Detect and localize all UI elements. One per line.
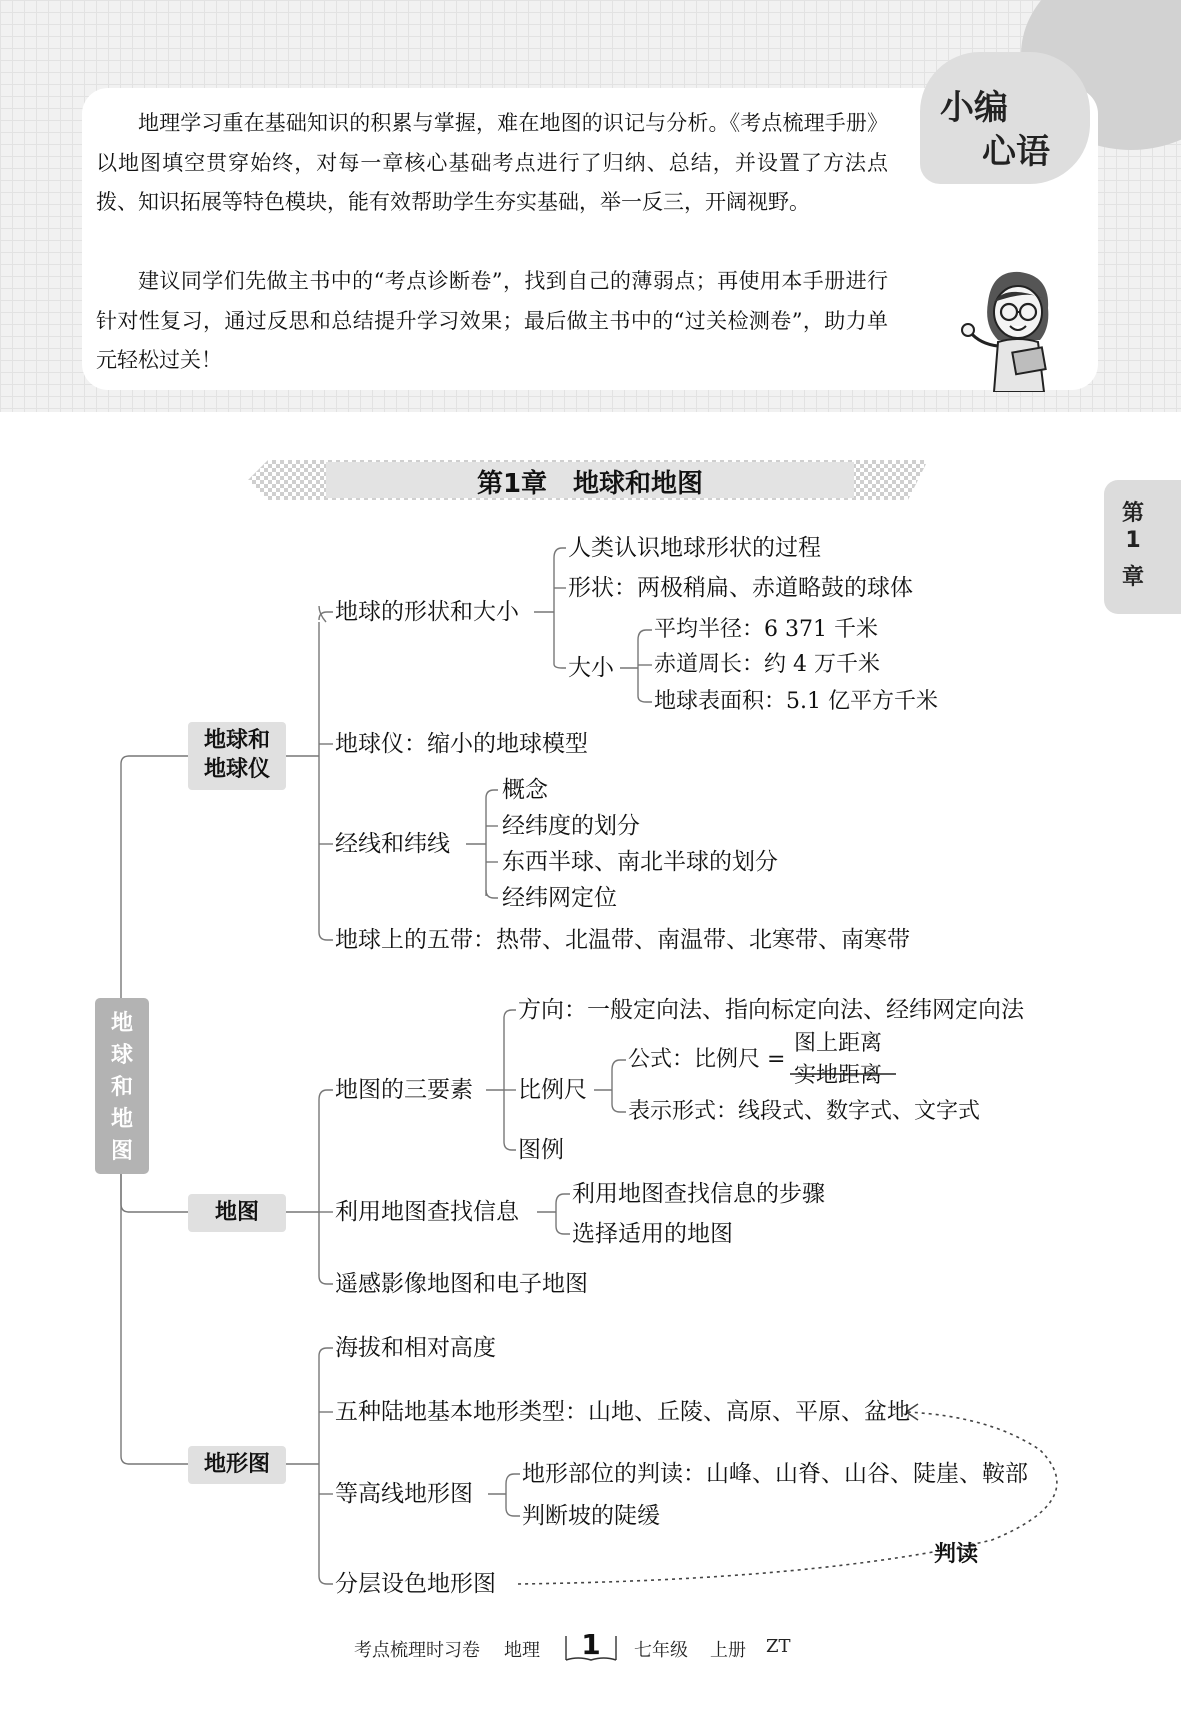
node-parts: 地形部位的判读：山峰、山脊、山谷、陡崖、鞍部 [522,1461,1028,1487]
node-shape-size: 地球的形状和大小 [335,599,519,625]
footer-series: 考点梳理时习卷 [354,1640,480,1661]
node-meridians: 经线和纬线 [335,831,450,857]
node-landforms: 五种陆地基本地形类型：山地、丘陵、高原、平原、盆地 [335,1399,910,1425]
node-contour: 等高线地形图 [335,1481,473,1507]
node-formula-label: 公式：比例尺 = [628,1047,786,1072]
page-footer [0,1630,1181,1670]
node-radius: 平均半径：6 371 千米 [654,617,878,642]
node-steps: 利用地图查找信息的步骤 [572,1181,825,1207]
node-size: 大小 [568,655,614,681]
node-remote: 遥感影像地图和电子地图 [335,1271,588,1297]
intro-paragraph-2: 建议同学们先做主书中的“考点诊断卷”，找到自己的薄弱点；再使用本手册进行针对性复习，通过反思和总结提升学习效果；最后做主书中的“过关检测卷”，助力单元轻松过关！ [96,269,888,372]
node-hemispheres: 东西半球、南北半球的划分 [502,849,778,875]
node-direction: 方向：一般定向法、指向标定向法、经纬网定向法 [518,997,1024,1023]
root-char-1: 地 [110,1011,133,1036]
root-char-5: 图 [110,1139,133,1164]
node-formula-numerator: 图上距离 [794,1031,883,1056]
side-tab-char-3: 章 [1121,565,1144,590]
footer-grade: 七年级 [634,1640,688,1661]
node-choose: 选择适用的地图 [572,1221,733,1247]
node-grid-locate: 经纬网定位 [502,885,617,911]
branch-topographic: 地形图 [188,1446,286,1484]
intro-paragraph-1: 地理学习重在基础知识的积累与掌握，难在地图的识记与分析。《考点梳理手册》以地图填空贯穿始终，对每一章核心基础考点进行了归纳、总结，并设置了方法点拨、知识拓展等特色模块，能有效帮助学生夯实基础，举一反三，开阔视野。 [96,111,888,214]
node-slope: 判断坡的陡缓 [522,1503,660,1529]
node-area: 地球表面积：5.1 亿平方千米 [654,689,938,714]
node-history: 人类认识地球形状的过程 [568,535,821,561]
root-char-4: 地 [110,1107,133,1132]
branch-map: 地图 [188,1194,286,1232]
footer-code: ZT [766,1636,791,1657]
chapter-title: 第1章 地球和地图 [476,469,704,499]
node-find-info: 利用地图查找信息 [335,1199,519,1225]
page-number: 1 [581,1628,601,1661]
root-char-3: 和 [110,1075,133,1100]
node-globe: 地球仪：缩小的地球模型 [335,731,588,757]
node-forms: 表示形式：线段式、数字式、文字式 [628,1099,981,1124]
node-division: 经纬度的划分 [502,813,640,839]
node-judge-label: 判读 [934,1541,979,1567]
mindmap-root [95,998,149,1174]
node-layered: 分层设色地形图 [335,1571,496,1597]
badge-line-2: 心语 [982,132,1050,172]
footer-volume: 上册 [710,1640,746,1661]
footer-subject: 地理 [504,1640,540,1661]
side-tab-char-2: 1 [1125,528,1141,553]
branch-earth-globe: 地球和 地球仪 [188,722,286,790]
root-char-2: 球 [110,1043,133,1068]
node-formula-denominator: 实地距离 [794,1063,883,1088]
badge-line-1: 小编 [940,88,1008,128]
node-zones: 地球上的五带：热带、北温带、南温带、北寒带、南寒带 [335,927,910,953]
node-shape: 形状：两极稍扁、赤道略鼓的球体 [568,575,913,601]
node-three-elements: 地图的三要素 [335,1077,473,1103]
node-scale: 比例尺 [518,1077,587,1103]
side-tab-char-1: 第 [1121,501,1144,526]
node-concept: 概念 [502,777,548,803]
node-legend: 图例 [518,1137,564,1163]
node-altitude: 海拔和相对高度 [335,1335,496,1361]
node-equator: 赤道周长：约 4 万千米 [654,652,880,677]
